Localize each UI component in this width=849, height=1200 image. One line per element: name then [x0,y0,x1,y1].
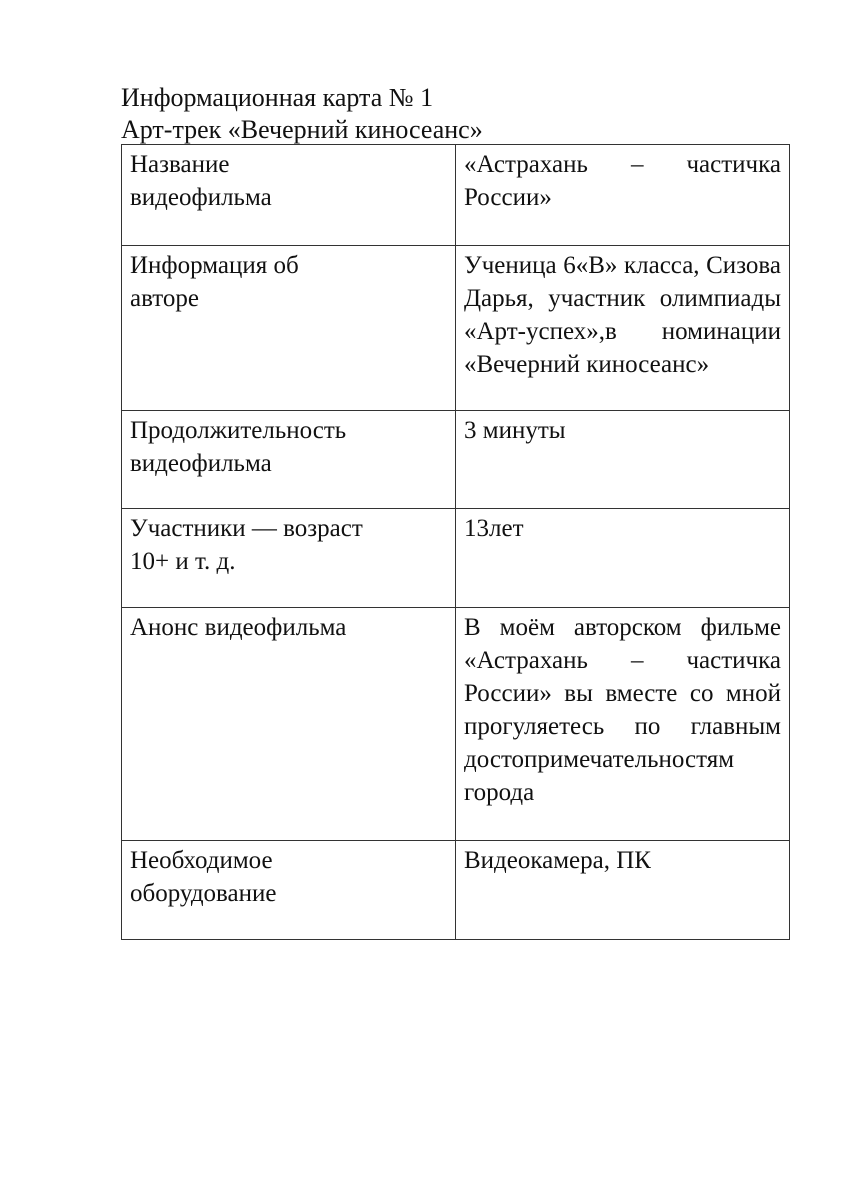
table-row [122,608,790,841]
table-row [122,246,790,411]
row-label-cell [122,411,456,509]
film-announcement-label: Анонс видеофильма [130,614,347,641]
info-card-table [121,144,790,940]
duration-label: Продолжительность видеофильма [130,417,347,477]
film-title-label: Название видеофильма [130,151,272,211]
film-announcement-value: В моём авторском фильме «Астрахань – частичка России» вы вместе со мной прогуляетесь по главным достопримечательностям города [464,614,781,806]
row-value-cell [456,145,790,246]
participants-age-label: Участники — возраст 10+ и т. д. [130,515,363,575]
film-title-value: «Астрахань – частичка России» [464,151,781,211]
table-row [122,841,790,940]
equipment-label: Необходимое оборудование [130,847,277,907]
table-row [122,145,790,246]
row-label-cell [122,145,456,246]
table-row [122,509,790,608]
author-info-label: Информация об авторе [130,252,299,312]
table-row [122,411,790,509]
row-label-cell [122,608,456,841]
row-label-cell [122,509,456,608]
document-title: Информационная карта № 1 [121,83,434,112]
row-value-cell [456,411,790,509]
equipment-value: Видеокамера, ПК [464,847,651,874]
row-value-cell [456,608,790,841]
row-label-cell [122,246,456,411]
document-subtitle: Арт-трек «Вечерний киносеанс» [121,115,483,144]
row-label-cell [122,841,456,940]
author-info-value: Ученица 6«В» класса, Сизова Дарья, участник олимпиады «Арт-успех»,в номинации «Вечерний киносеанс» [464,252,781,378]
row-value-cell [456,509,790,608]
row-value-cell [456,841,790,940]
participants-age-value: 13лет [464,515,524,542]
duration-value: 3 минуты [464,417,566,444]
row-value-cell [456,246,790,411]
